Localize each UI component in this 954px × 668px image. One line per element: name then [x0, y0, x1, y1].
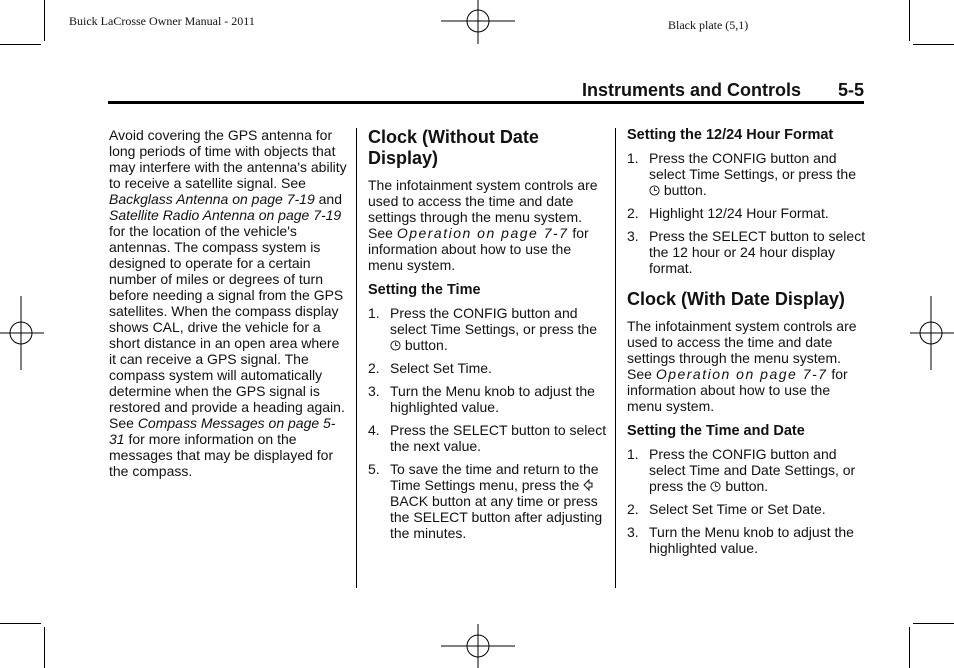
column-1 [109, 127, 347, 479]
clock-date-intro-paragraph: The infotainment system controls are used to access the time and date settings through the menu system. See Operation on page 7-7 for information about how to use the menu system. [627, 318, 857, 414]
list-item: 1. Press the CONFIG button and select Time Settings, or press the button. [368, 305, 597, 353]
setting-time-steps [368, 305, 608, 541]
list-item: 2. Select Set Time. [368, 360, 492, 376]
crop-mark-br-v [909, 627, 910, 668]
column-3 [627, 127, 867, 556]
satellite-radio-antenna-link[interactable]: Satellite Radio Antenna on page 7-19 [109, 207, 342, 223]
list-item: 2. Select Set Time or Set Date. [627, 501, 826, 517]
clock-icon [390, 340, 401, 351]
setting-time-date-steps [627, 446, 867, 556]
registration-mark-left [0, 296, 46, 370]
registration-mark-top [441, 0, 515, 46]
hour-format-steps [627, 150, 867, 276]
header-rule [108, 101, 864, 104]
list-item: 2. Highlight 12/24 Hour Format. [627, 205, 829, 221]
crop-mark-tl-v [44, 0, 45, 41]
list-item: 4. Press the SELECT button to select the next value. [368, 422, 607, 454]
list-item: 1. Press the CONFIG button and select Time Settings, or press the button. [627, 150, 856, 198]
setting-time-date-heading: Setting the Time and Date [627, 423, 805, 439]
crop-mark-bl-v [44, 627, 45, 668]
list-item: 1. Press the CONFIG button and select Time and Date Settings, or press the button. [627, 446, 856, 494]
clock-without-date-heading: Clock (Without Date Display) [368, 127, 539, 168]
plate-label: Black plate (5,1) [668, 18, 749, 32]
compass-messages-link[interactable]: Compass Messages on page 5-31 [109, 415, 336, 447]
list-item: 5. To save the time and return to the Time Settings menu, press the BACK button at any time or press the SELECT button after adjusting the minutes. [368, 461, 603, 541]
crop-mark-tr-h [913, 44, 954, 45]
crop-mark-tr-v [909, 0, 910, 41]
setting-time-heading: Setting the Time [368, 282, 481, 298]
manual-title: Buick LaCrosse Owner Manual - 2011 [69, 14, 255, 28]
clock-icon [649, 185, 660, 196]
column-divider-2 [615, 128, 616, 588]
backglass-antenna-link[interactable]: Backglass Antenna on page 7-19 [109, 191, 315, 207]
column-2 [368, 127, 608, 541]
clock-with-date-heading: Clock (With Date Display) [627, 289, 845, 309]
operation-link[interactable]: Operation on page 7-7 [655, 366, 828, 382]
section-title: Instruments and Controls [582, 80, 802, 100]
registration-mark-bottom [441, 622, 515, 668]
crop-mark-tl-h [0, 44, 41, 45]
back-arrow-icon [583, 479, 593, 491]
hour-format-heading: Setting the 12/24 Hour Format [627, 127, 834, 143]
clock-icon [710, 481, 721, 492]
list-item: 3. Turn the Menu knob to adjust the highlighted value. [368, 383, 595, 415]
clock-intro-paragraph: The infotainment system controls are used to access the time and date settings through the menu system. See Operation on page 7-7 for information about how to use the menu system. [368, 177, 598, 273]
list-item: 3. Turn the Menu knob to adjust the highlighted value. [627, 524, 854, 556]
crop-mark-br-h [913, 623, 954, 624]
registration-mark-right [908, 296, 954, 370]
gps-paragraph: Avoid covering the GPS antenna for long periods of time with objects that may interfere with the antenna's ability to receive a satellite signal. See Backglass Antenna on page 7-19 and Satellite Radio Antenna on page 7-19 for the location of the vehicle's antennas. The compass system is designed to operate for a certain number of miles or degrees of turn before needing a signal from the GPS satellites. When the compass display shows CAL, drive the vehicle for a short distance in an open area where it can receive a GPS signal. The compass system will automatically determine when the GPS signal is restored and provide a heading again. See Compass Messages on page 5-31 for more information on the messages that may be displayed for the compass. [109, 127, 347, 479]
page-number: 5-5 [838, 80, 865, 100]
operation-link[interactable]: Operation on page 7-7 [396, 225, 569, 241]
crop-mark-bl-h [0, 623, 41, 624]
column-divider-1 [356, 128, 357, 588]
list-item: 3. Press the SELECT button to select the 12 hour or 24 hour display format. [627, 228, 866, 276]
